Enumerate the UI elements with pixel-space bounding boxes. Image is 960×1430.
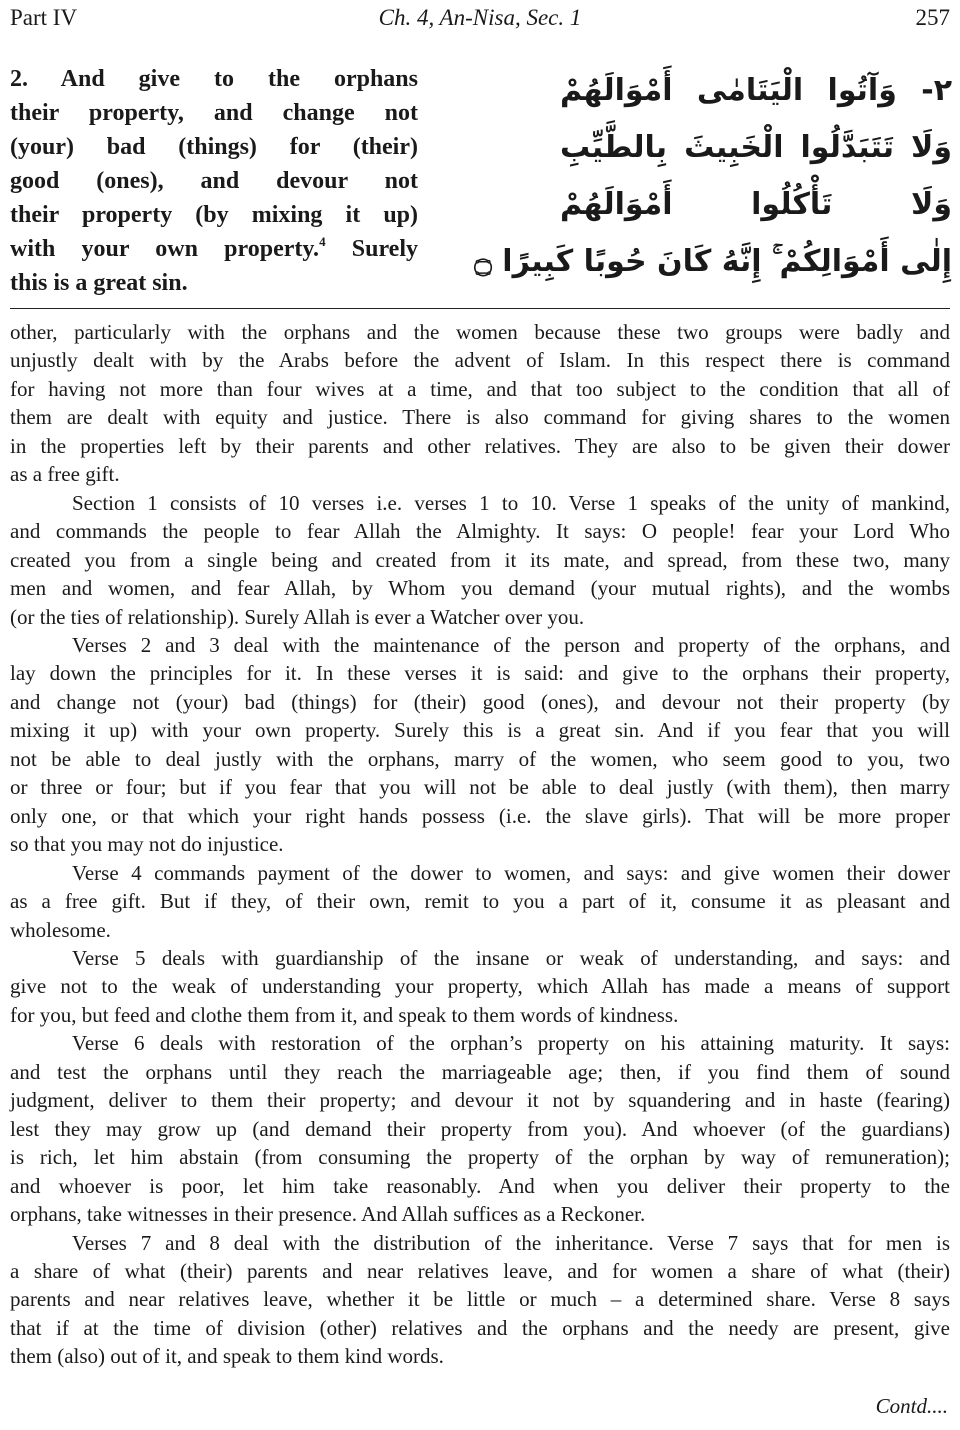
paragraph-line: lay down the principles for it. In these verses it is said: and give to the orphans their property,	[10, 661, 950, 686]
paragraph	[10, 318, 950, 489]
paragraph-line: them (also) out of it, and speak to them kind words.	[10, 1344, 444, 1369]
paragraph-line: and test the orphans until they reach the marriageable age; then, if you find them of sound	[10, 1059, 950, 1084]
paragraph-line: judgment, deliver to them their property; and devour it not by squandering and in haste (fearing)	[10, 1088, 950, 1113]
paragraph-line: or three or four; but if you fear that you will not be able to deal justly (with them), then marry	[10, 775, 950, 800]
footnote-marker: 4	[319, 234, 326, 249]
paragraph	[10, 1029, 950, 1228]
running-header-chapter: Ch. 4, An-Nisa, Sec. 1	[378, 5, 582, 30]
paragraph-line: and change not (your) bad (things) for (their) good (ones), and devour not their property (by	[10, 689, 950, 714]
paragraph-line: for you, but feed and clothe them from it, and speak to them words of kindness.	[10, 1002, 679, 1027]
paragraph-line: is rich, let him abstain (from consuming the property of the orphan by way of remuneration);	[10, 1145, 950, 1170]
paragraph-line: Verses 7 and 8 deal with the distribution of the inheritance. Verse 7 says that for men is	[72, 1230, 950, 1255]
paragraph-line: unjustly dealt with by the Arabs before the advent of Islam. In this respect there is command	[10, 348, 950, 373]
paragraph-line: that if at the time of division (other) relatives and the orphans and the needy are present, give	[10, 1315, 950, 1340]
paragraph-line: other, particularly with the orphans and the women because these two groups were badly and	[10, 320, 950, 344]
continued-note: Contd....	[875, 1394, 948, 1418]
verse-line: their property, and change not	[10, 100, 418, 126]
verse-line-text: with your own property.	[10, 236, 320, 262]
arabic-line: وَلَا تَتَبَدَّلُوا الْخَبِيثَ بِالطَّيِّبِ	[560, 130, 952, 165]
paragraph	[10, 859, 950, 944]
verse-line: 2. And give to the orphans	[10, 66, 418, 92]
divider-rule	[10, 308, 950, 309]
verse-line: their property (by mixing it up)	[10, 202, 418, 228]
verse-line-tail: Surely	[325, 236, 418, 262]
paragraph-line: orphans, take witnesses in their presence. And Allah suffices as a Reckoner.	[10, 1202, 646, 1227]
paragraph-line: and commands the people to fear Allah the Almighty. It says: O people! fear your Lord Who	[10, 519, 950, 544]
verse-line	[10, 232, 418, 266]
arabic-line: إِلٰى أَمْوَالِكُمْ ۚ إِنَّهُ كَانَ حُوبًا كَبِيرًا ۝	[474, 244, 952, 279]
paragraph-line: for having not more than four wives at a time, and that too subject to the condition that all of	[10, 376, 950, 401]
paragraph-line: and whoever is poor, let him take reasonably. And when you deliver their property to the	[10, 1173, 950, 1198]
paragraph-line: not be able to deal justly with the orphans, marry of the women, who seem good to you, two	[10, 746, 950, 771]
paragraph-line: a share of what (their) parents and near relatives leave, and for women a share of what (their)	[10, 1258, 950, 1283]
paragraph-line: created you from a single being and created from it its mate, and spread, from these two, many	[10, 547, 950, 572]
arabic-line: ٢- وَآتُوا الْيَتَامٰى أَمْوَالَهُمْ	[560, 73, 952, 108]
verse-line: this is a great sin.	[10, 270, 188, 296]
paragraph-line: as a free gift. But if they, of their own, remit to you a part of it, consume it as pleasant and	[10, 889, 950, 914]
paragraph-line: them are dealt with equity and justice. There is also command for giving shares to the women	[10, 405, 950, 430]
paragraph-line: (or the ties of relationship). Surely Allah is ever a Watcher over you.	[10, 604, 585, 629]
paragraph-line: as a free gift.	[10, 462, 120, 487]
paragraph-line: parents and near relatives leave, whether it be little or much – a determined share. Verse 8 says	[10, 1287, 950, 1312]
paragraph-line: Section 1 consists of 10 verses i.e. verses 1 to 10. Verse 1 speaks of the unity of mankind,	[72, 490, 950, 515]
page-number: 257	[915, 5, 950, 30]
paragraph-line: lest they may grow up (and demand their property from you). And whoever (of the guardians)	[10, 1116, 950, 1141]
paragraph-line: Verse 6 deals with restoration of the orphan’s property on his attaining maturity. It says:	[72, 1031, 950, 1056]
paragraph-line: Verse 4 commands payment of the dower to women, and says: and give women their dower	[72, 860, 950, 885]
paragraph-line: only one, or that which your right hands possess (i.e. the slave girls). That will be more proper	[10, 803, 950, 828]
arabic-line: وَلَا تَأْكُلُوا أَمْوَالَهُمْ	[560, 187, 952, 222]
running-header-part: Part IV	[10, 5, 78, 30]
paragraph	[10, 489, 950, 631]
paragraph-line: so that you may not do injustice.	[10, 832, 284, 857]
paragraph-line: mixing it up) with your own property. Surely this is a great sin. And if you fear that you will	[10, 718, 950, 743]
paragraph-line: in the properties left by their parents and other relatives. They are also to be given their dower	[10, 433, 950, 458]
paragraph-line: men and women, and fear Allah, by Whom you demand (your mutual rights), and the wombs	[10, 576, 950, 601]
paragraph-line: Verse 5 deals with guardianship of the insane or weak of understanding, and says: and	[72, 945, 950, 970]
verse-line: good (ones), and devour not	[10, 168, 418, 194]
paragraph	[10, 944, 950, 1029]
verse-translation	[10, 62, 418, 300]
verse-arabic	[474, 62, 952, 290]
paragraph	[10, 1229, 950, 1371]
verse-line: (your) bad (things) for (their)	[10, 134, 418, 160]
paragraph-line: Verses 2 and 3 deal with the maintenance of the person and property of the orphans, and	[72, 632, 950, 657]
paragraph-line: give not to the weak of understanding your property, which Allah has made a means of support	[10, 974, 950, 999]
paragraph-line: wholesome.	[10, 917, 111, 942]
commentary-body	[10, 318, 950, 1371]
paragraph	[10, 631, 950, 859]
